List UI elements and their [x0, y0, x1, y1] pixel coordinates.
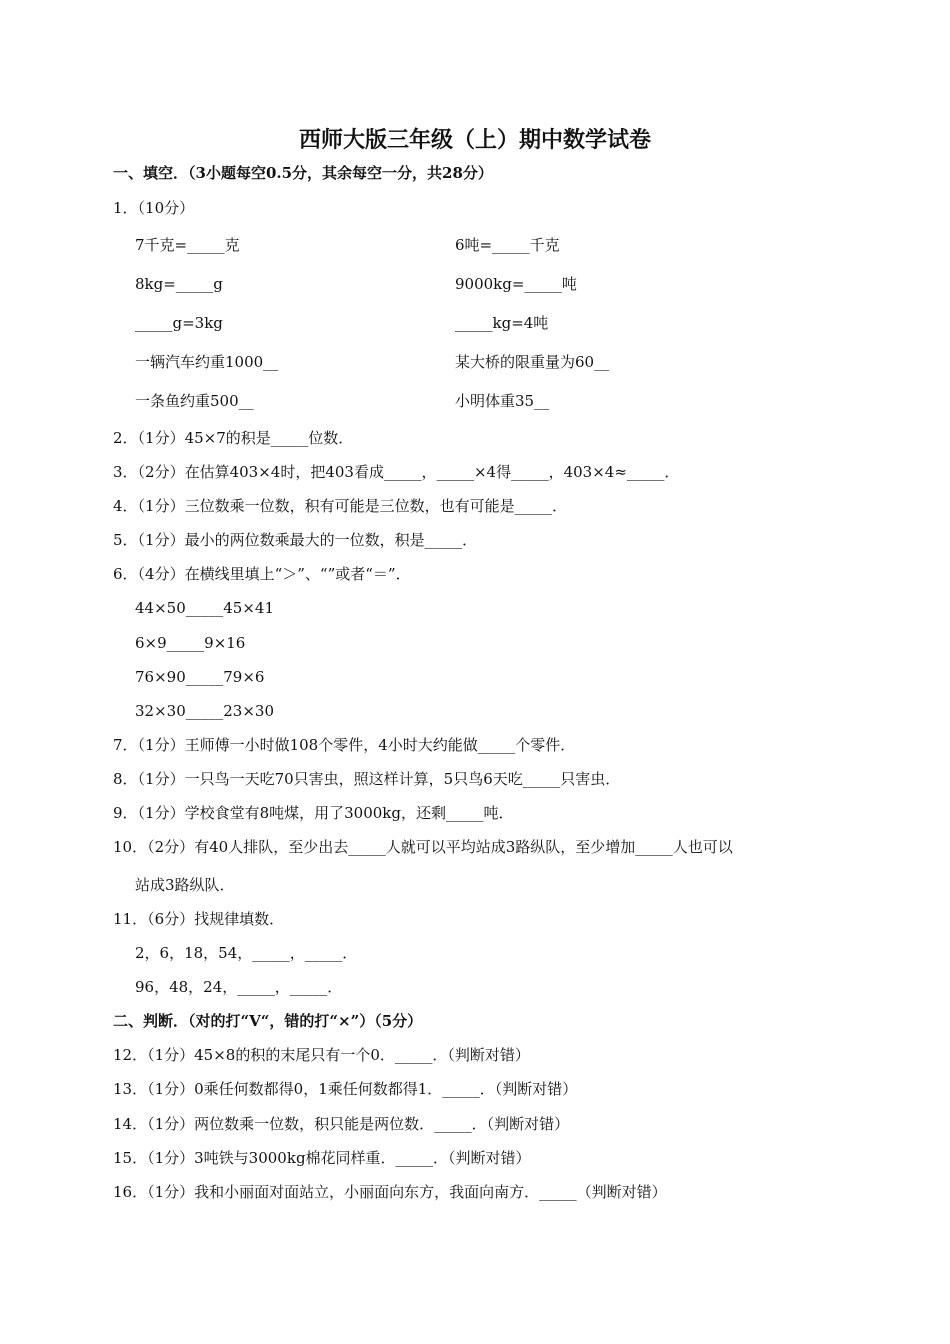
q6-item: 6×9_____9×16 [135, 634, 246, 652]
question-12: 12．（1分）45×8的积的末尾只有一个0．_____．（判断对错） [113, 1046, 530, 1064]
question-11-heading: 11．（6分）找规律填数． [113, 910, 285, 928]
q1-right-item: 6吨=_____千克 [455, 236, 560, 254]
question-4: 4．（1分）三位数乘一位数，积有可能是三位数，也有可能是_____． [113, 497, 568, 515]
question-3: 3．（2分）在估算403×4时，把403看成_____，_____×4得_____，403×4≈_____． [113, 463, 680, 481]
q1-left-item: 一辆汽车约重1000__ [135, 353, 279, 371]
question-16: 16．（1分）我和小丽面对面站立，小丽面向东方，我面向南方．_____（判断对错） [113, 1183, 667, 1201]
question-13: 13．（1分）0乘任何数都得0，1乘任何数都得1．_____．（判断对错） [113, 1080, 578, 1098]
question-14: 14．（1分）两位数乘一位数，积只能是两位数．_____．（判断对错） [113, 1115, 570, 1133]
question-10-line-1: 10．（2分）有40人排队，至少出去_____人就可以平均站成3路纵队，至少增加_____人也可以 [113, 838, 733, 856]
q1-left-item: 7千克=_____克 [135, 236, 240, 254]
q1-right-item: 小明体重35__ [455, 392, 550, 410]
q6-item: 32×30_____23×30 [135, 702, 274, 720]
question-6-heading: 6．（4分）在横线里填上“＞”、“”或者“＝”． [113, 565, 411, 583]
question-1-heading: 1．（10分） [113, 199, 195, 217]
section-1-heading: 一、填空．（3小题每空0.5分，其余每空一分，共28分） [113, 164, 493, 182]
question-2: 2．（1分）45×7的积是_____位数． [113, 429, 354, 447]
q6-item: 44×50_____45×41 [135, 599, 274, 617]
q11-item: 96，48，24，_____，_____． [135, 978, 343, 996]
q1-left-item: 8kg=_____g [135, 275, 223, 293]
q6-item: 76×90_____79×6 [135, 668, 265, 686]
page-title: 西师大版三年级（上）期中数学试卷 [298, 127, 651, 153]
section-2-heading: 二、判断．（对的打“V“，错的打“×”）（5分） [113, 1012, 423, 1030]
question-10-line-2: 站成3路纵队． [135, 876, 235, 894]
q1-right-item: 某大桥的限重量为60__ [455, 353, 610, 371]
q1-right-item: _____kg=4吨 [455, 314, 549, 332]
question-5: 5．（1分）最小的两位数乘最大的一位数，积是_____． [113, 531, 478, 549]
q11-item: 2，6，18，54，_____，_____． [135, 944, 358, 962]
question-8: 8．（1分）一只鸟一天吃70只害虫，照这样计算，5只鸟6天吃_____只害虫． [113, 770, 621, 788]
q1-right-item: 9000kg=_____吨 [455, 275, 577, 293]
question-15: 15．（1分）3吨铁与3000kg棉花同样重．_____．（判断对错） [113, 1149, 531, 1167]
question-9: 9．（1分）学校食堂有8吨煤，用了3000kg，还剩_____吨． [113, 804, 514, 822]
question-7: 7．（1分）王师傅一小时做108个零件，4小时大约能做_____个零件． [113, 736, 576, 754]
q1-left-item: _____g=3kg [135, 314, 223, 332]
q1-left-item: 一条鱼约重500__ [135, 392, 254, 410]
